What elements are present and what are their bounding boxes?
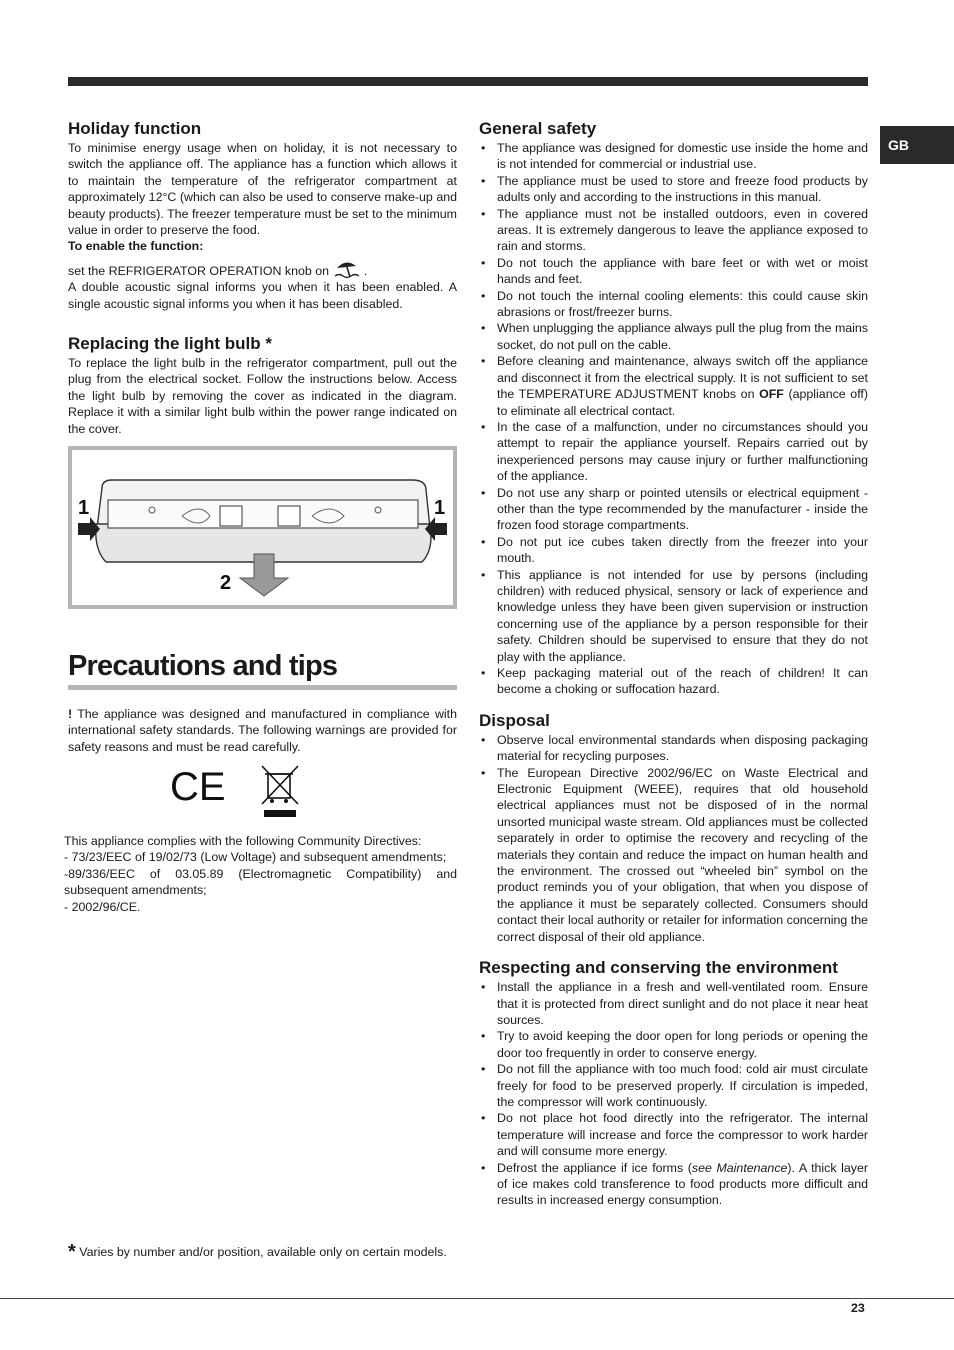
- list-item: • Install the appliance in a fresh and well-ventilated room. Ensure that it is protected from direct sunlight and do not place it near heat sources.: [479, 979, 868, 1028]
- left-column: [68, 118, 457, 437]
- list-item: • The appliance was designed for domestic use inside the home and is not intended for commercial or industrial use.: [479, 140, 868, 173]
- title-underline: [68, 685, 457, 690]
- precautions-intro: [68, 706, 457, 755]
- environment-list: [479, 979, 868, 1209]
- holiday-heading: Holiday function: [68, 119, 202, 138]
- diagram-label-bottom: 2: [220, 572, 232, 594]
- general-safety-list: [479, 140, 868, 698]
- set-knob-end: .: [363, 263, 368, 278]
- footnote: [68, 1243, 457, 1261]
- list-item: • Do not use any sharp or pointed utensils or electrical equipment - other than the type recommended by the manufacturer - inside the frozen food storage compartments.: [479, 485, 868, 534]
- cleaning-text-a: Before cleaning and maintenance, always switch off the appliance and disconnect it from the electrical supply. It is not sufficient to set the TEMPERATURE ADJUSTMENT knobs on: [497, 354, 868, 402]
- list-item: • The European Directive 2002/96/EC on Waste Electrical and Electronic Equipment (WEEE), requires that old household electrical appliances must not be disposed of in the normal unsorted municipal waste stream. Old appliances must be collected separately in order to optimise the recovery and recycling of the materials they contain and reduce the impact on human health and the environment. The crossed out “wheeled bin” symbol on the product reminds you of your obligation, that when you dispose of the appliance it must be separately collected. Consumers should contact their local authority or retailer for information concerning the correct disposal of their old appliance.: [479, 765, 868, 945]
- list-item: • This appliance is not intended for use by persons (including children) with reduced physical, sensory or lack of experience and knowledge unless they have been given supervision or instruction concerning use of the appliance by a person responsible for their safety. Children should be supervised to ensure that they do not play with the appliance.: [479, 567, 868, 665]
- list-item: • The appliance must be used to store and freeze food products by adults only and according to the instructions in this manual.: [479, 173, 868, 206]
- compliance-marks: [170, 762, 310, 822]
- holiday-umbrella-icon: [334, 259, 360, 279]
- directive-line: - 73/23/EEC of 19/02/73 (Low Voltage) and subsequent amendments;: [64, 850, 447, 865]
- language-tab: GB: [880, 126, 954, 164]
- set-knob-line: [68, 259, 457, 279]
- general-safety-heading: General safety: [479, 119, 597, 138]
- list-item: • When unplugging the appliance always pull the plug from the mains socket, do not pull on the cable.: [479, 320, 868, 353]
- light-cover-diagram: [68, 446, 457, 609]
- defrost-text-a: Defrost the appliance if ice forms (: [497, 1160, 692, 1175]
- see-maintenance-ref: see Maintenance: [691, 1160, 788, 1175]
- list-item: [479, 353, 868, 419]
- page-number: 23: [851, 1301, 865, 1315]
- list-item: • Do not touch the internal cooling elements: this could cause skin abrasions or frost/freezer burns.: [479, 288, 868, 321]
- top-rule: [68, 77, 868, 86]
- list-item: [479, 1160, 868, 1209]
- off-label: OFF: [759, 387, 784, 402]
- crossed-bin-icon: [262, 766, 298, 817]
- warning-mark: !: [68, 707, 73, 721]
- directives-list: [64, 833, 457, 915]
- list-item: • The appliance must not be installed outdoors, even in covered areas. It is extremely dangerous to leave the appliance exposed to rain and storms.: [479, 206, 868, 255]
- directive-line: This appliance complies with the following Community Directives:: [64, 834, 422, 848]
- environment-heading: Respecting and conserving the environment: [479, 958, 838, 978]
- list-item: • Keep packaging material out of the reach of children! It can become a choking or suffocation hazard.: [479, 665, 868, 698]
- disposal-heading: Disposal: [479, 710, 550, 730]
- directive-line: - 2002/96/CE.: [64, 899, 141, 914]
- footnote-text: Varies by number and/or position, available only on certain models.: [75, 1245, 447, 1259]
- bottom-rule: [0, 1298, 954, 1299]
- bulb-text: To replace the light bulb in the refrigerator compartment, pull out the plug from the electrical socket. Follow the instructions below. Access the light bulb by removing the cover as indicated in the diagram. Replace it with a similar light bulb within the power range indicated on the cover.: [68, 356, 457, 436]
- enable-label: To enable the function:: [68, 239, 204, 254]
- list-item: • Do not fill the appliance with too much food: cold air must circulate freely for food to be preserved properly. If circulation is impeded, the compressor will work continuously.: [479, 1061, 868, 1110]
- list-item: • In the case of a malfunction, under no circumstances should you attempt to repair the appliance yourself. Repairs carried out by inexperienced persons may cause injury or further malfunctioning of the appliance.: [479, 419, 868, 485]
- signal-text: A double acoustic signal informs you when it has been enabled. A single acoustic signal informs you when it has been disabled.: [68, 280, 457, 311]
- right-column: [479, 118, 868, 1209]
- set-knob-text: set the REFRIGERATOR OPERATION knob on: [68, 263, 329, 278]
- ce-mark-icon: CE: [170, 765, 226, 809]
- precautions-title: Precautions and tips: [68, 650, 338, 682]
- diagram-label-left: 1: [78, 497, 90, 519]
- disposal-list: [479, 732, 868, 945]
- diagram-label-right: 1: [434, 497, 446, 519]
- list-item: • Observe local environmental standards when disposing packaging material for recycling purposes.: [479, 732, 868, 765]
- list-item: • Do not put ice cubes taken directly from the freezer into your mouth.: [479, 534, 868, 567]
- light-cover-illustration: [72, 450, 453, 605]
- defrost-text-b: ). A thick layer of ice makes cold transference to food products more difficult and results in increased energy consumption.: [497, 1160, 868, 1208]
- list-item: • Do not place hot food directly into the refrigerator. The internal temperature will increase and force the compressor to work harder and will consume more energy.: [479, 1110, 868, 1159]
- holiday-text: To minimise energy usage when on holiday, it is not necessary to switch the appliance off. The appliance has a function which allows it to maintain the temperature of the refrigerator compartment at approximately 12°C (which can also be used to conserve make-up and beauty products). The freezer temperature must be set to the minimum value in order to preserve the food.: [68, 141, 457, 238]
- bulb-heading: Replacing the light bulb *: [68, 334, 272, 354]
- footnote-star: *: [68, 1241, 76, 1263]
- directive-line: -89/336/EEC of 03.05.89 (Electromagnetic Compatibility) and subsequent amendments;: [64, 866, 457, 898]
- cleaning-text-b: (appliance off) to eliminate all electrical contact.: [497, 387, 868, 418]
- intro-text: The appliance was designed and manufactured in compliance with international safety standards. The following warnings are provided for safety reasons and must be read carefully.: [68, 707, 457, 754]
- list-item: • Do not touch the appliance with bare feet or with wet or moist hands and feet.: [479, 255, 868, 288]
- list-item: • Try to avoid keeping the door open for long periods or opening the door too frequently in order to conserve energy.: [479, 1028, 868, 1061]
